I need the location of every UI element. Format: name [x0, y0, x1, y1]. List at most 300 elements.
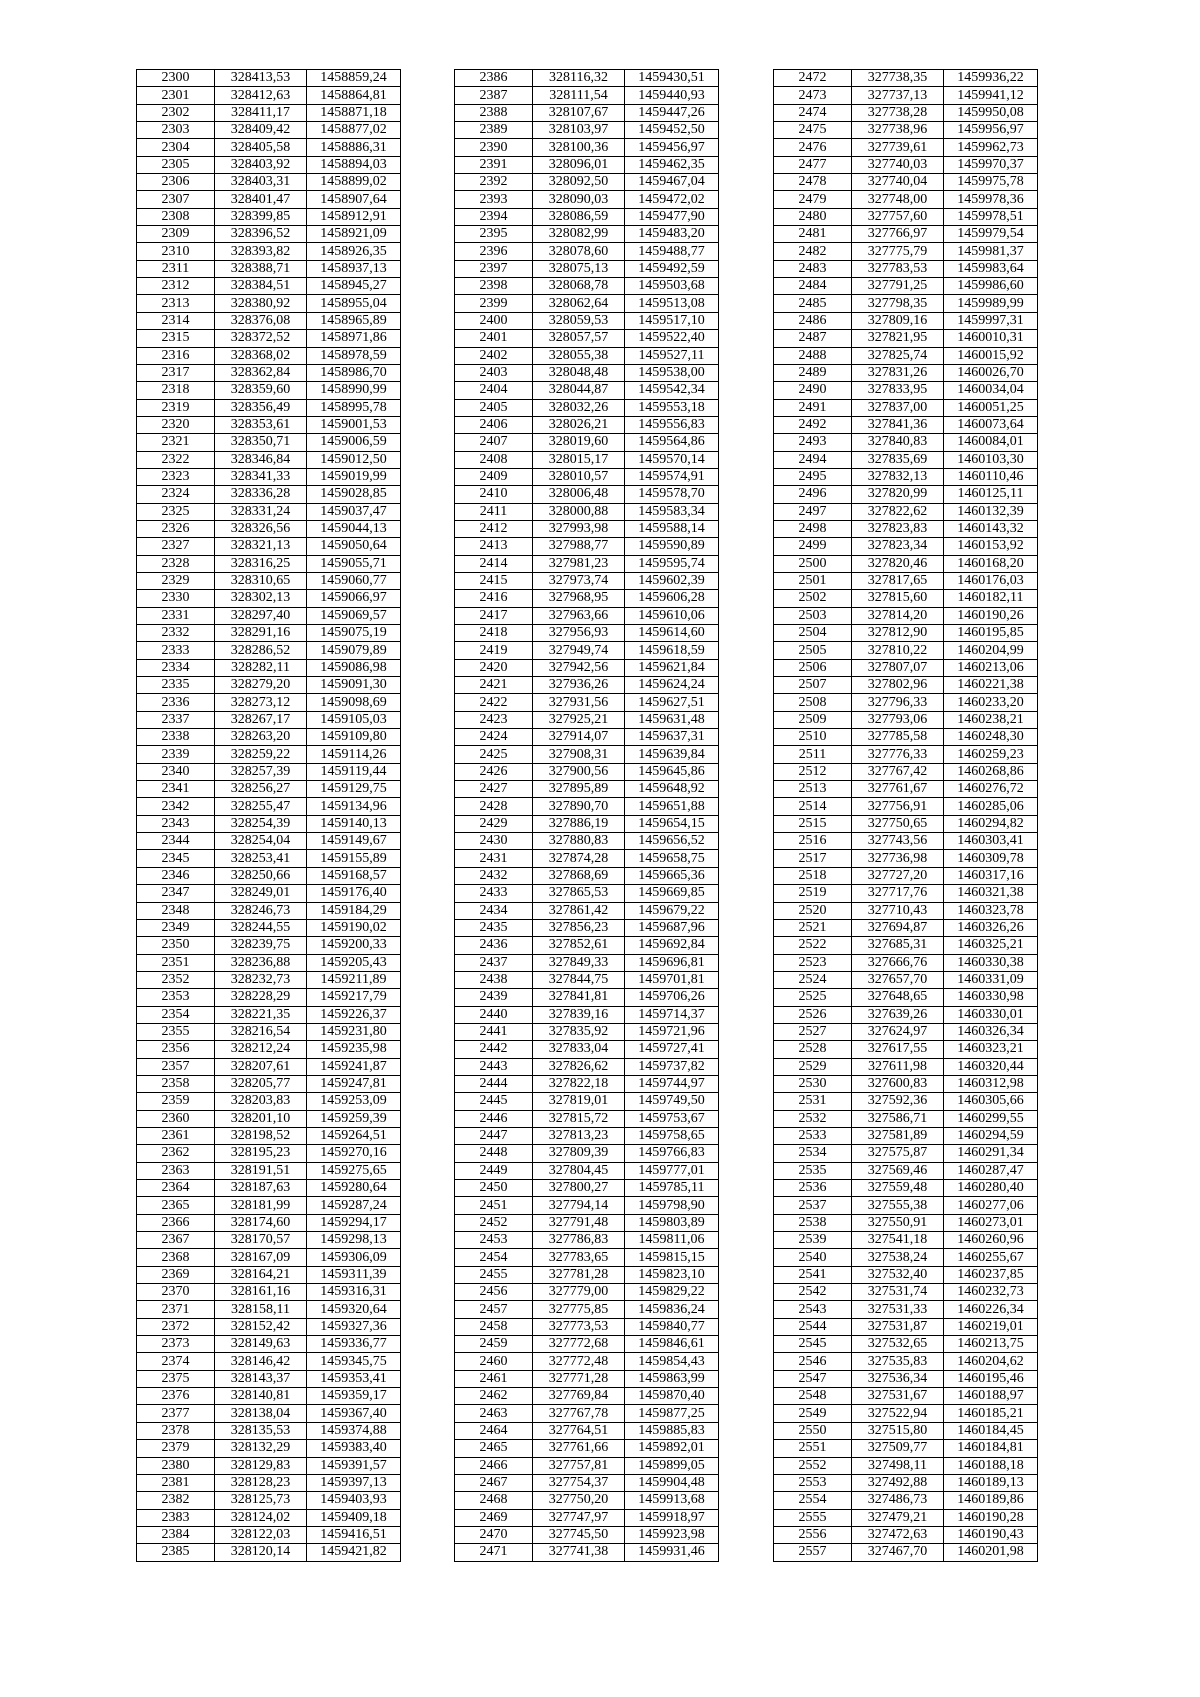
x-coordinate-cell: 327541,18: [852, 1232, 944, 1249]
x-coordinate-cell: 328388,71: [215, 260, 307, 277]
table-row: [137, 1006, 401, 1023]
y-coordinate-cell: 1459235,98: [307, 1041, 401, 1058]
point-number-cell: 2504: [774, 625, 852, 642]
table-row: [774, 607, 1038, 624]
y-coordinate-cell: 1459447,26: [625, 104, 719, 121]
y-coordinate-cell: 1460182,11: [944, 590, 1038, 607]
table-row: [137, 1544, 401, 1561]
table-row: [137, 607, 401, 624]
point-number-cell: 2500: [774, 555, 852, 572]
y-coordinate-cell: 1460190,26: [944, 607, 1038, 624]
x-coordinate-cell: 327833,95: [852, 382, 944, 399]
point-number-cell: 2493: [774, 434, 852, 451]
table-row: [455, 850, 719, 867]
table-row: [455, 486, 719, 503]
table-row: [137, 919, 401, 936]
table-row: [137, 1336, 401, 1353]
point-number-cell: 2543: [774, 1301, 852, 1318]
x-coordinate-cell: 327764,51: [533, 1422, 625, 1439]
table-row: [137, 677, 401, 694]
x-coordinate-cell: 327532,65: [852, 1336, 944, 1353]
table-row: [455, 70, 719, 87]
point-number-cell: 2533: [774, 1127, 852, 1144]
x-coordinate-cell: 327685,31: [852, 937, 944, 954]
y-coordinate-cell: 1460260,96: [944, 1232, 1038, 1249]
point-number-cell: 2544: [774, 1318, 852, 1335]
x-coordinate-cell: 328254,04: [215, 833, 307, 850]
x-coordinate-cell: 328086,59: [533, 208, 625, 225]
table-row: [137, 1093, 401, 1110]
y-coordinate-cell: 1459696,81: [625, 954, 719, 971]
x-coordinate-cell: 327820,99: [852, 486, 944, 503]
point-number-cell: 2384: [137, 1526, 215, 1543]
x-coordinate-cell: 327531,67: [852, 1388, 944, 1405]
point-number-cell: 2404: [455, 382, 533, 399]
y-coordinate-cell: 1460073,64: [944, 416, 1038, 433]
table-row: [774, 850, 1038, 867]
x-coordinate-cell: 328015,17: [533, 451, 625, 468]
x-coordinate-cell: 328059,53: [533, 312, 625, 329]
point-number-cell: 2434: [455, 902, 533, 919]
y-coordinate-cell: 1459430,51: [625, 70, 719, 87]
point-number-cell: 2356: [137, 1041, 215, 1058]
y-coordinate-cell: 1459885,83: [625, 1422, 719, 1439]
x-coordinate-cell: 327783,53: [852, 260, 944, 277]
y-coordinate-cell: 1459654,15: [625, 815, 719, 832]
x-coordinate-cell: 328256,27: [215, 781, 307, 798]
table-row: [774, 1526, 1038, 1543]
point-number-cell: 2380: [137, 1457, 215, 1474]
table-row: [774, 260, 1038, 277]
x-coordinate-cell: 328353,61: [215, 416, 307, 433]
point-number-cell: 2518: [774, 867, 852, 884]
point-number-cell: 2302: [137, 104, 215, 121]
y-coordinate-cell: 1460305,66: [944, 1093, 1038, 1110]
x-coordinate-cell: 327767,78: [533, 1405, 625, 1422]
x-coordinate-cell: 327509,77: [852, 1440, 944, 1457]
table-row: [455, 1509, 719, 1526]
x-coordinate-cell: 327756,91: [852, 798, 944, 815]
y-coordinate-cell: 1458995,78: [307, 399, 401, 416]
y-coordinate-cell: 1460280,40: [944, 1180, 1038, 1197]
x-coordinate-cell: 327793,06: [852, 711, 944, 728]
point-number-cell: 2555: [774, 1509, 852, 1526]
table-row: [137, 104, 401, 121]
coordinates-table-right: [773, 69, 1038, 1562]
y-coordinate-cell: 1459706,26: [625, 989, 719, 1006]
point-number-cell: 2480: [774, 208, 852, 225]
point-number-cell: 2465: [455, 1440, 533, 1457]
point-number-cell: 2488: [774, 347, 852, 364]
point-number-cell: 2418: [455, 625, 533, 642]
point-number-cell: 2509: [774, 711, 852, 728]
table-row: [455, 625, 719, 642]
y-coordinate-cell: 1460010,31: [944, 330, 1038, 347]
point-number-cell: 2507: [774, 677, 852, 694]
point-number-cell: 2371: [137, 1301, 215, 1318]
point-number-cell: 2398: [455, 278, 533, 295]
point-number-cell: 2308: [137, 208, 215, 225]
table-row: [137, 989, 401, 1006]
table-row: [455, 382, 719, 399]
y-coordinate-cell: 1460190,28: [944, 1509, 1038, 1526]
point-number-cell: 2337: [137, 711, 215, 728]
point-number-cell: 2469: [455, 1509, 533, 1526]
table-row: [774, 781, 1038, 798]
x-coordinate-cell: 328350,71: [215, 434, 307, 451]
y-coordinate-cell: 1459618,59: [625, 642, 719, 659]
point-number-cell: 2326: [137, 520, 215, 537]
x-coordinate-cell: 328090,03: [533, 191, 625, 208]
y-coordinate-cell: 1459823,10: [625, 1266, 719, 1283]
y-coordinate-cell: 1459503,68: [625, 278, 719, 295]
x-coordinate-cell: 327886,19: [533, 815, 625, 832]
table-row: [137, 1023, 401, 1040]
point-number-cell: 2327: [137, 538, 215, 555]
x-coordinate-cell: 328078,60: [533, 243, 625, 260]
table-row: [774, 659, 1038, 676]
table-row: [774, 1544, 1038, 1561]
point-number-cell: 2519: [774, 885, 852, 902]
point-number-cell: 2312: [137, 278, 215, 295]
x-coordinate-cell: 327936,26: [533, 677, 625, 694]
point-number-cell: 2532: [774, 1110, 852, 1127]
coordinates-table-body: [455, 70, 719, 1562]
table-row: [137, 122, 401, 139]
x-coordinate-cell: 327592,36: [852, 1093, 944, 1110]
x-coordinate-cell: 328212,24: [215, 1041, 307, 1058]
x-coordinate-cell: 328006,48: [533, 486, 625, 503]
point-number-cell: 2473: [774, 87, 852, 104]
point-number-cell: 2472: [774, 70, 852, 87]
table-row: [455, 1180, 719, 1197]
y-coordinate-cell: 1459492,59: [625, 260, 719, 277]
y-coordinate-cell: 1459918,97: [625, 1509, 719, 1526]
y-coordinate-cell: 1458886,31: [307, 139, 401, 156]
point-number-cell: 2534: [774, 1145, 852, 1162]
y-coordinate-cell: 1459978,51: [944, 208, 1038, 225]
x-coordinate-cell: 328255,47: [215, 798, 307, 815]
table-row: [455, 1266, 719, 1283]
table-row: [455, 330, 719, 347]
x-coordinate-cell: 328203,83: [215, 1093, 307, 1110]
point-number-cell: 2315: [137, 330, 215, 347]
x-coordinate-cell: 328282,11: [215, 659, 307, 676]
x-coordinate-cell: 328057,57: [533, 330, 625, 347]
y-coordinate-cell: 1459631,48: [625, 711, 719, 728]
y-coordinate-cell: 1459744,97: [625, 1075, 719, 1092]
y-coordinate-cell: 1459391,57: [307, 1457, 401, 1474]
y-coordinate-cell: 1459602,39: [625, 572, 719, 589]
y-coordinate-cell: 1458859,24: [307, 70, 401, 87]
x-coordinate-cell: 328393,82: [215, 243, 307, 260]
x-coordinate-cell: 328273,12: [215, 694, 307, 711]
point-number-cell: 2378: [137, 1422, 215, 1439]
x-coordinate-cell: 327841,81: [533, 989, 625, 1006]
point-number-cell: 2527: [774, 1023, 852, 1040]
y-coordinate-cell: 1459936,22: [944, 70, 1038, 87]
table-row: [774, 1232, 1038, 1249]
point-number-cell: 2552: [774, 1457, 852, 1474]
y-coordinate-cell: 1459306,09: [307, 1249, 401, 1266]
point-number-cell: 2403: [455, 364, 533, 381]
point-number-cell: 2331: [137, 607, 215, 624]
table-row: [455, 1232, 719, 1249]
point-number-cell: 2383: [137, 1509, 215, 1526]
x-coordinate-cell: 327865,53: [533, 885, 625, 902]
y-coordinate-cell: 1459588,14: [625, 520, 719, 537]
y-coordinate-cell: 1459627,51: [625, 694, 719, 711]
y-coordinate-cell: 1459075,19: [307, 625, 401, 642]
table-row: [774, 1474, 1038, 1491]
table-row: [137, 815, 401, 832]
x-coordinate-cell: 327737,13: [852, 87, 944, 104]
y-coordinate-cell: 1459098,69: [307, 694, 401, 711]
table-row: [455, 1440, 719, 1457]
y-coordinate-cell: 1459217,79: [307, 989, 401, 1006]
x-coordinate-cell: 328100,36: [533, 139, 625, 156]
y-coordinate-cell: 1460303,41: [944, 833, 1038, 850]
table-row: [774, 1093, 1038, 1110]
point-number-cell: 2447: [455, 1127, 533, 1144]
point-number-cell: 2362: [137, 1145, 215, 1162]
table-row: [455, 815, 719, 832]
table-row: [137, 1110, 401, 1127]
y-coordinate-cell: 1458907,64: [307, 191, 401, 208]
table-row: [455, 122, 719, 139]
table-row: [774, 763, 1038, 780]
x-coordinate-cell: 327807,07: [852, 659, 944, 676]
table-row: [455, 1249, 719, 1266]
x-coordinate-cell: 327748,00: [852, 191, 944, 208]
table-row: [774, 364, 1038, 381]
table-row: [137, 902, 401, 919]
table-row: [774, 867, 1038, 884]
coordinates-table-middle: [454, 69, 719, 1562]
x-coordinate-cell: 328201,10: [215, 1110, 307, 1127]
x-coordinate-cell: 327738,35: [852, 70, 944, 87]
y-coordinate-cell: 1459037,47: [307, 503, 401, 520]
y-coordinate-cell: 1460259,23: [944, 746, 1038, 763]
x-coordinate-cell: 328413,53: [215, 70, 307, 87]
x-coordinate-cell: 328359,60: [215, 382, 307, 399]
point-number-cell: 2479: [774, 191, 852, 208]
point-number-cell: 2424: [455, 729, 533, 746]
point-number-cell: 2435: [455, 919, 533, 936]
point-number-cell: 2379: [137, 1440, 215, 1457]
y-coordinate-cell: 1459656,52: [625, 833, 719, 850]
table-row: [774, 538, 1038, 555]
table-row: [455, 1110, 719, 1127]
point-number-cell: 2517: [774, 850, 852, 867]
table-row: [137, 468, 401, 485]
y-coordinate-cell: 1460331,09: [944, 971, 1038, 988]
y-coordinate-cell: 1459247,81: [307, 1075, 401, 1092]
x-coordinate-cell: 327988,77: [533, 538, 625, 555]
table-row: [774, 1214, 1038, 1231]
x-coordinate-cell: 328297,40: [215, 607, 307, 624]
point-number-cell: 2530: [774, 1075, 852, 1092]
table-row: [774, 503, 1038, 520]
x-coordinate-cell: 327586,71: [852, 1110, 944, 1127]
table-row: [774, 1127, 1038, 1144]
point-number-cell: 2468: [455, 1492, 533, 1509]
x-coordinate-cell: 327747,97: [533, 1509, 625, 1526]
point-number-cell: 2499: [774, 538, 852, 555]
table-row: [137, 191, 401, 208]
table-row: [774, 226, 1038, 243]
y-coordinate-cell: 1459134,96: [307, 798, 401, 815]
point-number-cell: 2365: [137, 1197, 215, 1214]
y-coordinate-cell: 1460309,78: [944, 850, 1038, 867]
x-coordinate-cell: 327810,22: [852, 642, 944, 659]
x-coordinate-cell: 327736,98: [852, 850, 944, 867]
y-coordinate-cell: 1459264,51: [307, 1127, 401, 1144]
point-number-cell: 2461: [455, 1370, 533, 1387]
x-coordinate-cell: 327776,33: [852, 746, 944, 763]
y-coordinate-cell: 1459467,04: [625, 174, 719, 191]
table-row: [774, 87, 1038, 104]
y-coordinate-cell: 1459798,90: [625, 1197, 719, 1214]
table-row: [455, 902, 719, 919]
y-coordinate-cell: 1460325,21: [944, 937, 1038, 954]
y-coordinate-cell: 1459336,77: [307, 1336, 401, 1353]
x-coordinate-cell: 328399,85: [215, 208, 307, 225]
x-coordinate-cell: 328310,65: [215, 572, 307, 589]
y-coordinate-cell: 1459367,40: [307, 1405, 401, 1422]
table-row: [774, 833, 1038, 850]
point-number-cell: 2540: [774, 1249, 852, 1266]
x-coordinate-cell: 327791,48: [533, 1214, 625, 1231]
table-row: [137, 226, 401, 243]
point-number-cell: 2541: [774, 1266, 852, 1283]
point-number-cell: 2411: [455, 503, 533, 520]
x-coordinate-cell: 328291,16: [215, 625, 307, 642]
y-coordinate-cell: 1460125,11: [944, 486, 1038, 503]
point-number-cell: 2458: [455, 1318, 533, 1335]
y-coordinate-cell: 1459086,98: [307, 659, 401, 676]
point-number-cell: 2548: [774, 1388, 852, 1405]
x-coordinate-cell: 327741,38: [533, 1544, 625, 1561]
table-row: [774, 1145, 1038, 1162]
y-coordinate-cell: 1458926,35: [307, 243, 401, 260]
x-coordinate-cell: 327757,81: [533, 1457, 625, 1474]
table-row: [455, 243, 719, 260]
table-row: [774, 1180, 1038, 1197]
table-row: [774, 1336, 1038, 1353]
y-coordinate-cell: 1460132,39: [944, 503, 1038, 520]
y-coordinate-cell: 1459962,73: [944, 139, 1038, 156]
y-coordinate-cell: 1459287,24: [307, 1197, 401, 1214]
point-number-cell: 2419: [455, 642, 533, 659]
table-row: [137, 763, 401, 780]
table-row: [137, 850, 401, 867]
x-coordinate-cell: 328026,21: [533, 416, 625, 433]
point-number-cell: 2537: [774, 1197, 852, 1214]
x-coordinate-cell: 328254,39: [215, 815, 307, 832]
x-coordinate-cell: 327710,43: [852, 902, 944, 919]
y-coordinate-cell: 1459583,34: [625, 503, 719, 520]
point-number-cell: 2524: [774, 971, 852, 988]
table-row: [137, 399, 401, 416]
x-coordinate-cell: 328341,33: [215, 468, 307, 485]
point-number-cell: 2420: [455, 659, 533, 676]
table-row: [774, 139, 1038, 156]
y-coordinate-cell: 1460103,30: [944, 451, 1038, 468]
table-row: [774, 1457, 1038, 1474]
x-coordinate-cell: 327796,33: [852, 694, 944, 711]
table-row: [774, 1006, 1038, 1023]
y-coordinate-cell: 1460221,38: [944, 677, 1038, 694]
x-coordinate-cell: 327486,73: [852, 1492, 944, 1509]
table-row: [455, 1145, 719, 1162]
point-number-cell: 2377: [137, 1405, 215, 1422]
y-coordinate-cell: 1459060,77: [307, 572, 401, 589]
table-row: [774, 572, 1038, 589]
point-number-cell: 2382: [137, 1492, 215, 1509]
x-coordinate-cell: 327600,83: [852, 1075, 944, 1092]
y-coordinate-cell: 1459983,64: [944, 260, 1038, 277]
x-coordinate-cell: 327522,94: [852, 1405, 944, 1422]
point-number-cell: 2353: [137, 989, 215, 1006]
point-number-cell: 2428: [455, 798, 533, 815]
point-number-cell: 2456: [455, 1284, 533, 1301]
table-row: [455, 798, 719, 815]
point-number-cell: 2550: [774, 1422, 852, 1439]
x-coordinate-cell: 327968,95: [533, 590, 625, 607]
table-row: [137, 434, 401, 451]
point-number-cell: 2549: [774, 1405, 852, 1422]
x-coordinate-cell: 328129,83: [215, 1457, 307, 1474]
table-row: [137, 1457, 401, 1474]
x-coordinate-cell: 327931,56: [533, 694, 625, 711]
table-row: [137, 1058, 401, 1075]
x-coordinate-cell: 328246,73: [215, 902, 307, 919]
x-coordinate-cell: 328124,02: [215, 1509, 307, 1526]
y-coordinate-cell: 1460291,34: [944, 1145, 1038, 1162]
table-row: [455, 885, 719, 902]
table-row: [455, 1127, 719, 1144]
table-row: [774, 1388, 1038, 1405]
table-row: [137, 1249, 401, 1266]
y-coordinate-cell: 1459863,99: [625, 1370, 719, 1387]
y-coordinate-cell: 1459840,77: [625, 1318, 719, 1335]
y-coordinate-cell: 1459997,31: [944, 312, 1038, 329]
y-coordinate-cell: 1459105,03: [307, 711, 401, 728]
table-row: [774, 1058, 1038, 1075]
table-row: [774, 104, 1038, 121]
x-coordinate-cell: 327840,83: [852, 434, 944, 451]
x-coordinate-cell: 327815,60: [852, 590, 944, 607]
y-coordinate-cell: 1460232,73: [944, 1284, 1038, 1301]
point-number-cell: 2310: [137, 243, 215, 260]
x-coordinate-cell: 327581,89: [852, 1127, 944, 1144]
table-row: [137, 295, 401, 312]
point-number-cell: 2405: [455, 399, 533, 416]
y-coordinate-cell: 1459578,70: [625, 486, 719, 503]
y-coordinate-cell: 1459200,33: [307, 937, 401, 954]
point-number-cell: 2523: [774, 954, 852, 971]
y-coordinate-cell: 1460219,01: [944, 1318, 1038, 1335]
x-coordinate-cell: 327575,87: [852, 1145, 944, 1162]
point-number-cell: 2442: [455, 1041, 533, 1058]
x-coordinate-cell: 327973,74: [533, 572, 625, 589]
table-row: [455, 503, 719, 520]
y-coordinate-cell: 1459006,59: [307, 434, 401, 451]
x-coordinate-cell: 328140,81: [215, 1388, 307, 1405]
y-coordinate-cell: 1459294,17: [307, 1214, 401, 1231]
point-number-cell: 2311: [137, 260, 215, 277]
